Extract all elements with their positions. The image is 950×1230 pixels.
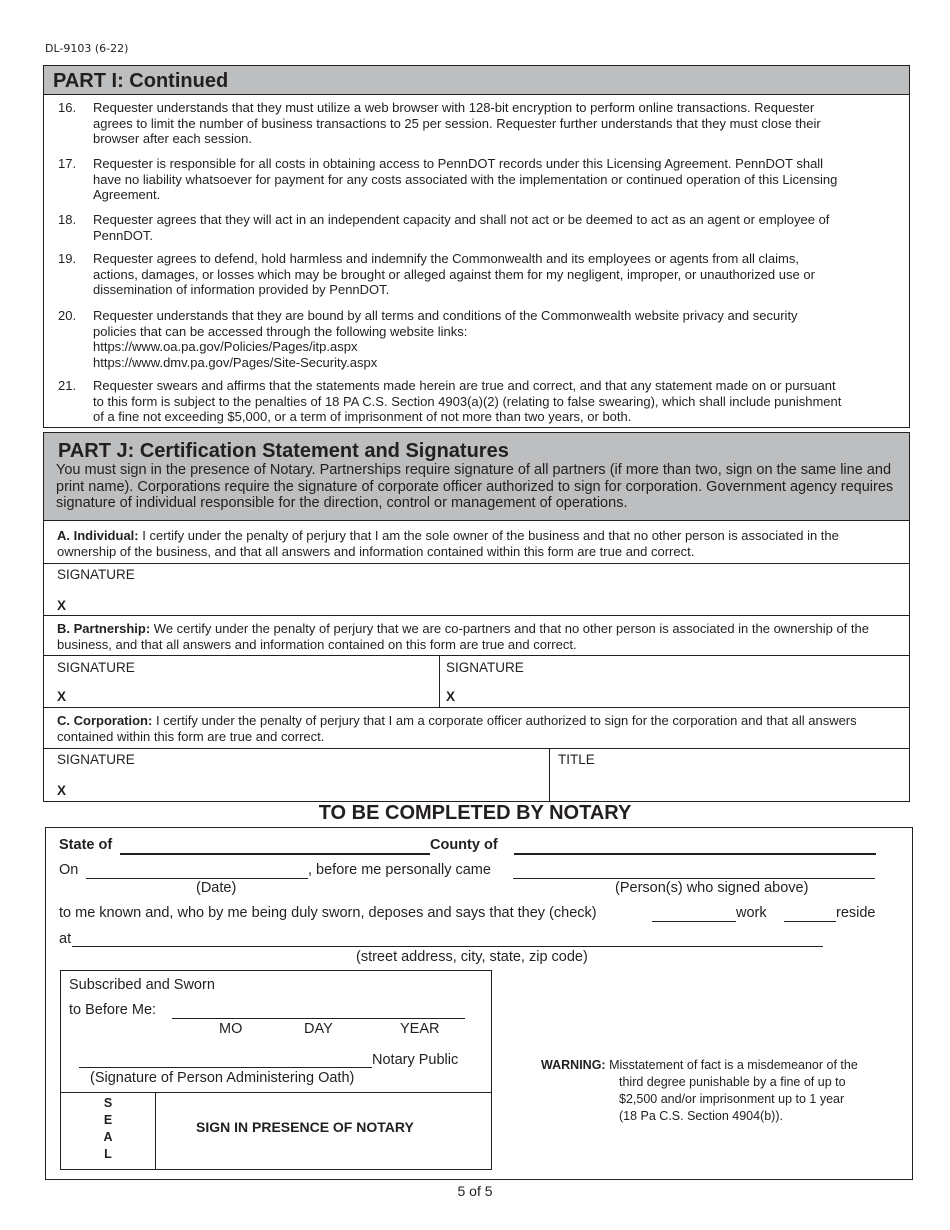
seal-area: S E A L: [61, 1093, 156, 1169]
part-j-header: [44, 433, 909, 521]
date-caption: (Date): [196, 880, 237, 896]
before-me-text: , before me personally came: [308, 862, 491, 878]
partnership-certification: B. Partnership: We certify under the penalty of perjury that we are co-partners and that no other person is associated in the ownership of the business, and that all answers and information contained on this form are true and correct.: [57, 621, 869, 652]
terms-item-text: Requester agrees to defend, hold harmless and indemnify the Commonwealth and its employees or agents from all claims, actions, damages, or losses which may be brought or alleged against them for my negligent, improper, or unauthorized use or dissemination of information provided by PennDOT.: [93, 251, 815, 297]
notary-heading: TO BE COMPLETED BY NOTARY: [318, 802, 632, 824]
corporation-certification: C. Corporation: I certify under the penalty of perjury that I am a corporate officer authorized to sign for the corporation and that all answers contained within this form are true and correct.: [57, 713, 857, 744]
notary-signature-field[interactable]: [79, 1067, 372, 1068]
reside-label: reside: [836, 905, 876, 921]
corporation-signature-field[interactable]: X: [57, 783, 67, 798]
state-field[interactable]: [120, 853, 430, 855]
terms-item-number: 21.: [58, 378, 77, 393]
terms-item-text: Requester agrees that they will act in an independent capacity and shall not act or be deemed to act as an agent or employee of PennDOT.: [93, 212, 830, 243]
part-j-title: PART J: Certification Statement and Signatures: [58, 440, 509, 462]
known-text: to me known and, who by me being duly sworn, deposes and says that they (check): [59, 905, 597, 921]
county-label: County of: [430, 837, 498, 853]
warning-block: WARNING: Misstatement of fact is a misdemeanor of the third degree punishable by a fine of up to $2,500 and/or imprisonment up to 1 year (18 Pa C.S. Section 4904(b)).: [541, 1058, 858, 1123]
partner2-signature-field[interactable]: X: [446, 689, 456, 704]
day-caption: DAY: [304, 1021, 333, 1037]
work-check-field[interactable]: [652, 921, 736, 922]
part-j-description: You must sign in the presence of Notary. Partnerships require signature of all partners (if more than two, sign on the same line and print name). Corporations require the signature of corporate officer authorized to sign for corporation. Government agency requires signature of individual responsible for the direction, control or management of operations.: [56, 462, 894, 511]
terms-item-number: 20.: [58, 308, 77, 323]
at-label: at: [59, 931, 72, 947]
corporation-signature-label: SIGNATURE: [57, 752, 135, 767]
individual-signature-field[interactable]: X: [57, 598, 67, 613]
notary-section: [45, 827, 913, 1180]
part-i-header: [44, 66, 909, 95]
notary-public-label: Notary Public: [372, 1052, 459, 1068]
sworn-date-field[interactable]: [172, 1018, 465, 1019]
subscribed-label: Subscribed and Sworn: [69, 977, 215, 993]
on-label: On: [59, 862, 79, 878]
part-j-section: [43, 432, 910, 802]
terms-item-number: 17.: [58, 156, 77, 171]
county-field[interactable]: [514, 853, 876, 855]
partner1-signature-label: SIGNATURE: [57, 660, 135, 675]
partner2-signature-label: SIGNATURE: [446, 660, 524, 675]
sign-in-presence-label: SIGN IN PRESENCE OF NOTARY: [196, 1119, 414, 1135]
year-caption: YEAR: [400, 1021, 440, 1037]
before-me-label: to Before Me:: [69, 1002, 157, 1018]
page-number: 5 of 5: [457, 1183, 493, 1199]
form-number: DL-9103 (6-22): [45, 42, 129, 55]
terms-item-text: Requester is responsible for all costs in obtaining access to PennDOT records under this Licensing Agreement. PennDOT shall have no liability whatsoever for payment for any costs associated with the implementation or continued operation of this Licensing Agreement.: [93, 156, 838, 202]
persons-caption: (Person(s) who signed above): [615, 880, 809, 896]
address-field[interactable]: [72, 946, 823, 947]
persons-field[interactable]: [513, 878, 875, 879]
terms-item-text: Requester swears and affirms that the statements made herein are true and correct, and that any statement made on or pursuant to this form is subject to the penalties of 18 PA C.S. Section 4903(a)(2) (relating to false swearing), which shall include punishment of a fine not exceeding $5,000, or a term of imprisonment of not more than two years, or both.: [93, 378, 842, 424]
signature-caption: (Signature of Person Administering Oath): [90, 1070, 355, 1086]
partner1-signature-field[interactable]: X: [57, 689, 67, 704]
notary-signature-box: [60, 970, 492, 1170]
terms-item-text: Requester understands that they must utilize a web browser with 128-bit encryption to perform online transactions. Requester agrees to limit the number of business transactions to 25 per session. Requester further understands that they must close their browser after each session.: [93, 100, 821, 146]
address-caption: (street address, city, state, zip code): [356, 949, 588, 965]
state-label: State of: [59, 837, 113, 853]
terms-item-number: 18.: [58, 212, 77, 227]
mo-caption: MO: [219, 1021, 243, 1037]
individual-signature-label: SIGNATURE: [57, 567, 135, 582]
part-i-section: [43, 65, 910, 428]
terms-item-text: Requester understands that they are bound by all terms and conditions of the Commonwealth website privacy and security policies that can be accessed through the following website links: https://www.oa.pa.gov/Policies/Pages/itp.aspx https://www.dmv.pa.gov/Pages/Site-Security.aspx: [93, 308, 798, 370]
date-field[interactable]: [86, 878, 308, 879]
warning-label: WARNING:: [541, 1058, 606, 1072]
terms-item-number: 16.: [58, 100, 77, 115]
part-i-title: PART I: Continued: [53, 70, 229, 92]
reside-check-field[interactable]: [784, 921, 836, 922]
individual-certification: A. Individual: I certify under the penalty of perjury that I am the sole owner of the business and that no other person is associated in the ownership of the business, and that all answers and information contained within this form are true and correct.: [57, 528, 839, 559]
work-label: work: [736, 905, 767, 921]
terms-item-number: 19.: [58, 251, 77, 266]
corporation-title-label: TITLE: [558, 752, 595, 767]
